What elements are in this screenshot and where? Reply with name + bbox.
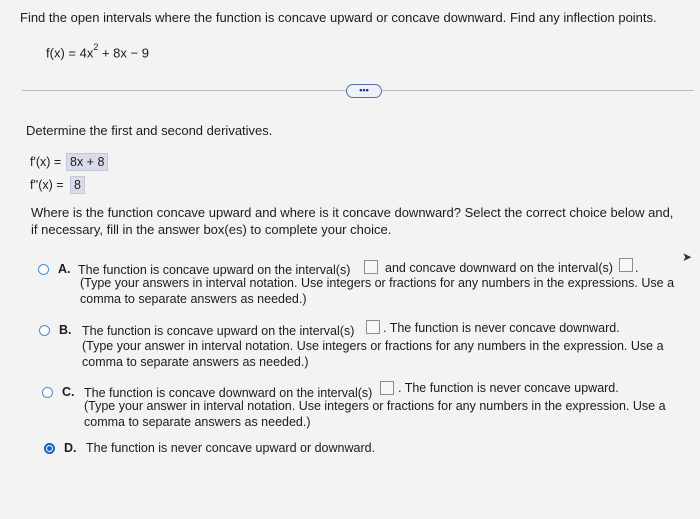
option-a-text-3: . — [635, 261, 639, 275]
option-b-radio[interactable] — [39, 325, 50, 336]
option-d-radio[interactable] — [44, 443, 55, 454]
option-c-hint-2: comma to separate answers as needed.) — [84, 415, 311, 429]
option-a-letter: A. — [58, 262, 71, 276]
first-derivative-answer: 8x + 8 — [66, 153, 108, 171]
option-b-text-2: . The function is never concave downward. — [383, 321, 620, 335]
option-b-text-1: The function is concave upward on the interval(s) — [82, 324, 355, 338]
option-a-text-1: The function is concave upward on the interval(s) — [78, 263, 351, 277]
function-suffix: + 8x − 9 — [98, 45, 149, 61]
option-a-hint-1: (Type your answers in interval notation. Use integers or fractions for any numbers in the expressions. Use a — [80, 276, 675, 290]
option-a-downward-answer-box[interactable] — [619, 258, 633, 272]
option-d-text: The function is never concave upward or downward. — [86, 441, 376, 455]
function-exponent: 2 — [93, 42, 99, 52]
question-text: Where is the function concave upward and where is it concave downward? Select the correct choice below and, if necessary, fill in the answer box(es) to complete your choice. — [31, 205, 674, 237]
option-c-answer-box[interactable] — [380, 381, 394, 395]
first-derivative-label: f'(x) = — [30, 155, 62, 169]
second-derivative-answer: 8 — [70, 176, 85, 194]
option-a-text-2: and concave downward on the interval(s) — [385, 261, 613, 275]
option-a-upward-answer-box[interactable] — [364, 260, 378, 274]
step-title: Determine the first and second derivatives. — [26, 123, 273, 138]
mouse-pointer-icon: ➤ — [682, 250, 693, 264]
expand-more-button[interactable]: ••• — [346, 84, 382, 98]
option-d-letter: D. — [64, 441, 77, 455]
function-expression — [46, 44, 149, 60]
second-derivative-label: f''(x) = — [30, 178, 64, 192]
option-c-radio[interactable] — [42, 387, 53, 398]
option-b-hint-1: (Type your answer in interval notation. Use integers or fractions for any numbers in the expression. Use a — [82, 339, 664, 353]
option-a-hint-2: comma to separate answers as needed.) — [80, 292, 307, 306]
option-c-text-2: . The function is never concave upward. — [398, 381, 619, 395]
option-b-hint-2: comma to separate answers as needed.) — [82, 355, 309, 369]
option-b-answer-box[interactable] — [366, 320, 380, 334]
option-c-text-1: The function is concave downward on the interval(s) — [84, 386, 373, 400]
problem-prompt: Find the open intervals where the function is concave upward or concave downward. Find any inflection points. — [20, 10, 657, 25]
option-b-letter: B. — [59, 323, 72, 337]
function-prefix: f(x) = 4x — [46, 45, 94, 61]
option-a-radio[interactable] — [38, 264, 49, 275]
option-c-letter: C. — [62, 385, 75, 399]
option-c-hint-1: (Type your answer in interval notation. Use integers or fractions for any numbers in the expression. Use a — [84, 399, 666, 413]
